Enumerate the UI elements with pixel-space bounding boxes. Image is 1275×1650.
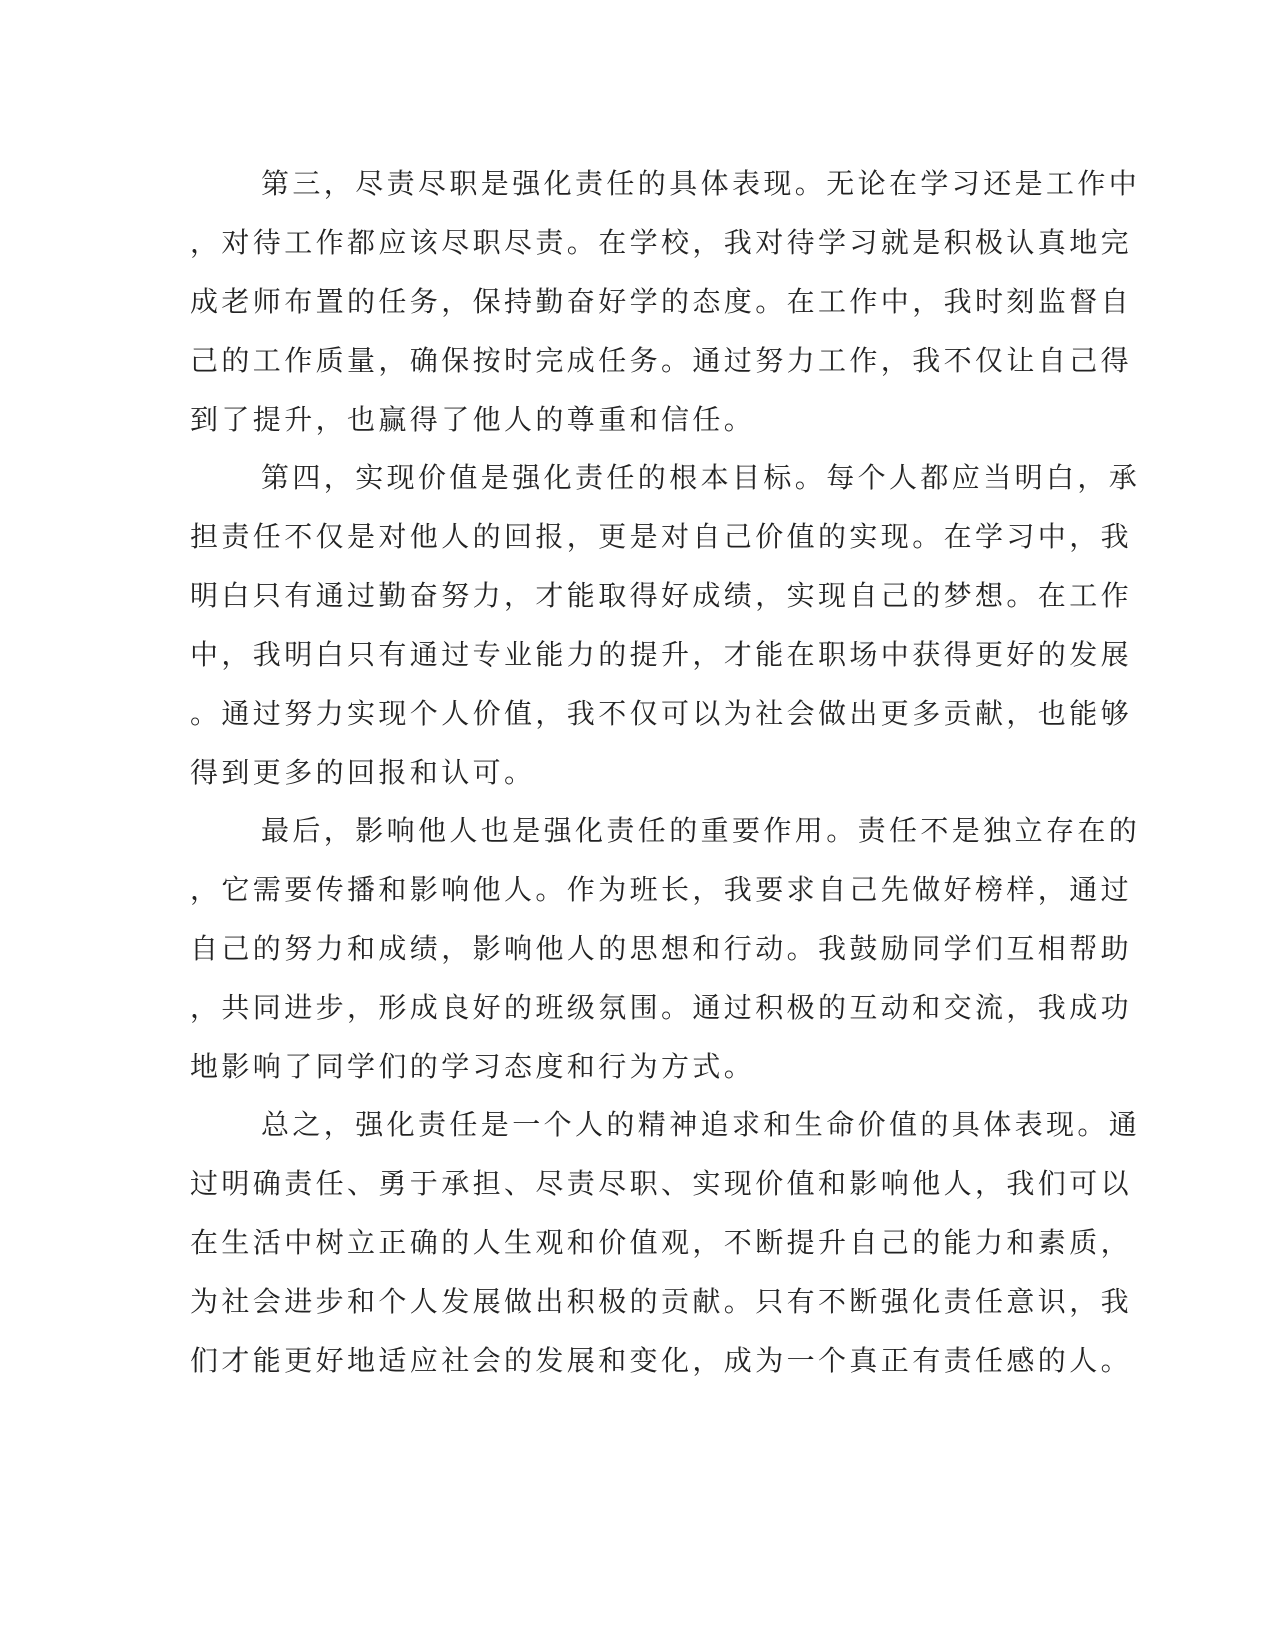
paragraph-conclusion [190, 1095, 1141, 1390]
paragraph-fourth-point [190, 448, 1141, 802]
paragraph-line: ，共同进步，形成良好的班级氛围。通过积极的互动和交流，我成功 [190, 991, 1133, 1024]
paragraph-line: 过明确责任、勇于承担、尽责尽职、实现价值和影响他人，我们可以 [190, 1167, 1133, 1200]
paragraph-line: 们才能更好地适应社会的发展和变化，成为一个真正有责任感的人。 [190, 1344, 1133, 1377]
paragraph-line: 第四，实现价值是强化责任的根本目标。每个人都应当明白，承 [261, 461, 1141, 494]
paragraph-line: 。通过努力实现个人价值，我不仅可以为社会做出更多贡献，也能够 [190, 697, 1133, 730]
paragraph-line: ，对待工作都应该尽职尽责。在学校，我对待学习就是积极认真地完 [190, 226, 1133, 259]
paragraph-finally [190, 801, 1141, 1096]
paragraph-line: 地影响了同学们的学习态度和行为方式。 [190, 1050, 756, 1083]
paragraph-line: 第三，尽责尽职是强化责任的具体表现。无论在学习还是工作中 [261, 167, 1141, 200]
paragraph-line: 担责任不仅是对他人的回报，更是对自己价值的实现。在学习中，我 [190, 520, 1133, 553]
paragraph-line: 到了提升，也赢得了他人的尊重和信任。 [190, 403, 756, 436]
paragraph-line: 得到更多的回报和认可。 [190, 756, 536, 789]
paragraph-line: 最后，影响他人也是强化责任的重要作用。责任不是独立存在的 [261, 814, 1141, 847]
paragraph-line: 中，我明白只有通过专业能力的提升，才能在职场中获得更好的发展 [190, 638, 1133, 671]
paragraph-line: 明白只有通过勤奋努力，才能取得好成绩，实现自己的梦想。在工作 [190, 579, 1133, 612]
paragraph-line: 自己的努力和成绩，影响他人的思想和行动。我鼓励同学们互相帮助 [190, 932, 1133, 965]
paragraph-line: 成老师布置的任务，保持勤奋好学的态度。在工作中，我时刻监督自 [190, 285, 1133, 318]
paragraph-line: 在生活中树立正确的人生观和价值观，不断提升自己的能力和素质， [190, 1226, 1133, 1259]
paragraph-line: 己的工作质量，确保按时完成任务。通过努力工作，我不仅让自己得 [190, 344, 1133, 377]
paragraph-line: ，它需要传播和影响他人。作为班长，我要求自己先做好榜样，通过 [190, 873, 1133, 906]
paragraph-third-point [190, 154, 1141, 449]
paragraph-line: 为社会进步和个人发展做出积极的贡献。只有不断强化责任意识，我 [190, 1285, 1133, 1318]
paragraph-line: 总之，强化责任是一个人的精神追求和生命价值的具体表现。通 [261, 1108, 1141, 1141]
